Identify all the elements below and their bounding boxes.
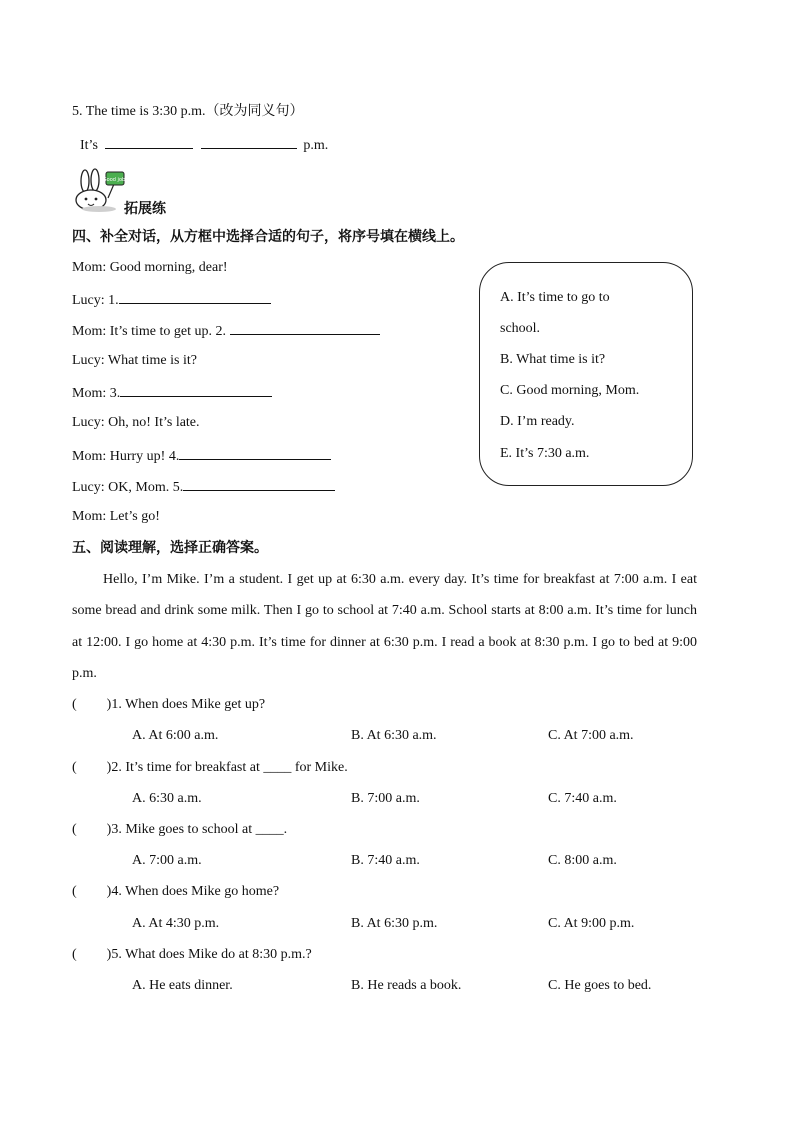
option-b[interactable]: B. At 6:30 a.m. bbox=[351, 728, 437, 743]
box-option: C. Good morning, Mom. bbox=[500, 383, 640, 398]
speaker: Mom: bbox=[72, 386, 107, 401]
extension-label: 拓展练 bbox=[124, 201, 166, 217]
question-stem: 1. When does Mike get up? bbox=[111, 697, 266, 712]
option-b[interactable]: B. 7:00 a.m. bbox=[351, 791, 420, 806]
answer-paren-open: ( bbox=[72, 947, 77, 962]
dialogue-line bbox=[72, 383, 272, 403]
dialogue-text: 1. bbox=[108, 293, 119, 308]
dialogue-text: Oh, no! It’s late. bbox=[108, 415, 200, 430]
answer-blank[interactable] bbox=[105, 135, 193, 149]
answer-paren-close: ) bbox=[106, 697, 112, 712]
dialogue-line bbox=[72, 508, 160, 526]
box-option: A. It’s time to go to bbox=[500, 290, 610, 305]
dialogue-text: Let’s go! bbox=[109, 509, 160, 524]
question-stem: 5. What does Mike do at 8:30 p.m.? bbox=[111, 947, 312, 962]
reading-passage: Hello, I’m Mike. I’m a student. I get up at 6:30 a.m. every day. It’s time for breakfast at 7:00 a.m. I eat some bread and drink some milk. Then I go to school at 7:40 a.m. School starts at 8:00 a.m. It’s time for lunch at 12:00. I go home at 4:30 p.m. It’s time for dinner at 6:30 p.m. I read a book at 8:30 p.m. I go to bed at 9:00 p.m. bbox=[72, 572, 697, 681]
box-option: B. What time is it? bbox=[500, 352, 606, 367]
speaker: Mom: bbox=[72, 324, 107, 339]
dialogue-line bbox=[72, 446, 331, 466]
answer-paren-open: ( bbox=[72, 822, 77, 837]
option-a[interactable]: A. At 6:00 a.m. bbox=[132, 728, 219, 743]
option-a[interactable]: A. 7:00 a.m. bbox=[132, 853, 202, 868]
option-c[interactable]: C. 7:40 a.m. bbox=[548, 791, 617, 806]
dialogue-text: It’s time to get up. 2. bbox=[109, 324, 226, 339]
option-a[interactable]: A. At 4:30 p.m. bbox=[132, 916, 220, 931]
q5-text: 5. The time is 3:30 p.m.（改为同义句） bbox=[72, 104, 304, 119]
option-a[interactable]: A. 6:30 a.m. bbox=[132, 791, 202, 806]
question-row bbox=[72, 821, 287, 839]
speaker: Lucy: bbox=[72, 480, 105, 495]
speaker: Mom: bbox=[72, 449, 107, 464]
answer-blank[interactable] bbox=[201, 135, 297, 149]
answer-blank[interactable] bbox=[120, 383, 272, 397]
speaker: Lucy: bbox=[72, 353, 105, 368]
dialogue-line bbox=[72, 352, 197, 370]
bunny-sign-text: Good job! bbox=[102, 177, 126, 183]
question-stem: 2. It’s time for breakfast at ____ for Mike. bbox=[111, 760, 348, 775]
option-b[interactable]: B. At 6:30 p.m. bbox=[351, 916, 438, 931]
answer-blank[interactable] bbox=[230, 321, 380, 335]
option-c[interactable]: C. 8:00 a.m. bbox=[548, 853, 617, 868]
option-b[interactable]: B. He reads a book. bbox=[351, 978, 462, 993]
dialogue-text: Hurry up! 4. bbox=[109, 449, 180, 464]
speaker: Mom: bbox=[72, 260, 107, 275]
q5-answer-prefix: It’s bbox=[80, 138, 98, 153]
answer-paren-close: ) bbox=[106, 947, 112, 962]
answer-blank[interactable] bbox=[119, 290, 271, 304]
answer-paren-open: ( bbox=[72, 697, 77, 712]
option-c[interactable]: C. At 9:00 p.m. bbox=[548, 916, 635, 931]
question-row bbox=[72, 946, 312, 964]
answer-paren-open: ( bbox=[72, 760, 77, 775]
box-option: school. bbox=[500, 321, 541, 336]
bunny-icon bbox=[72, 168, 126, 214]
option-c[interactable]: C. He goes to bed. bbox=[548, 978, 652, 993]
option-c[interactable]: C. At 7:00 a.m. bbox=[548, 728, 634, 743]
option-b[interactable]: B. 7:40 a.m. bbox=[351, 853, 420, 868]
dialogue-line bbox=[72, 477, 335, 497]
box-option: E. It’s 7:30 a.m. bbox=[500, 446, 590, 461]
speaker: Lucy: bbox=[72, 293, 105, 308]
question-row bbox=[72, 759, 348, 777]
dialogue-line bbox=[72, 321, 380, 341]
dialogue-text: OK, Mom. 5. bbox=[108, 480, 184, 495]
answer-paren-close: ) bbox=[106, 822, 112, 837]
question-row bbox=[72, 883, 279, 901]
question-stem: 4. When does Mike go home? bbox=[111, 884, 280, 899]
dialogue-text: What time is it? bbox=[107, 353, 197, 368]
answer-blank[interactable] bbox=[183, 477, 335, 491]
question-stem: 3. Mike goes to school at ____. bbox=[111, 822, 288, 837]
box-option: D. I’m ready. bbox=[500, 414, 575, 429]
answer-paren-open: ( bbox=[72, 884, 77, 899]
dialogue-line bbox=[72, 414, 200, 432]
option-a[interactable]: A. He eats dinner. bbox=[132, 978, 233, 993]
speaker: Lucy: bbox=[72, 415, 105, 430]
answer-blank[interactable] bbox=[179, 446, 331, 460]
question-row bbox=[72, 696, 265, 714]
q5-answer-suffix: p.m. bbox=[303, 138, 329, 153]
speaker: Mom: bbox=[72, 509, 107, 524]
dialogue-text: Good morning, dear! bbox=[109, 260, 228, 275]
options-box bbox=[479, 262, 693, 486]
section4-title: 四、补全对话，从方框中选择合适的句子，将序号填在横线上。 bbox=[72, 229, 464, 245]
dialogue-line bbox=[72, 259, 228, 277]
section5-title: 五、阅读理解，选择正确答案。 bbox=[72, 540, 268, 556]
q5-answer-line bbox=[80, 135, 328, 155]
answer-paren-close: ) bbox=[106, 760, 112, 775]
answer-paren-close: ) bbox=[106, 884, 112, 899]
dialogue-text: 3. bbox=[109, 386, 121, 401]
dialogue-line bbox=[72, 290, 271, 310]
